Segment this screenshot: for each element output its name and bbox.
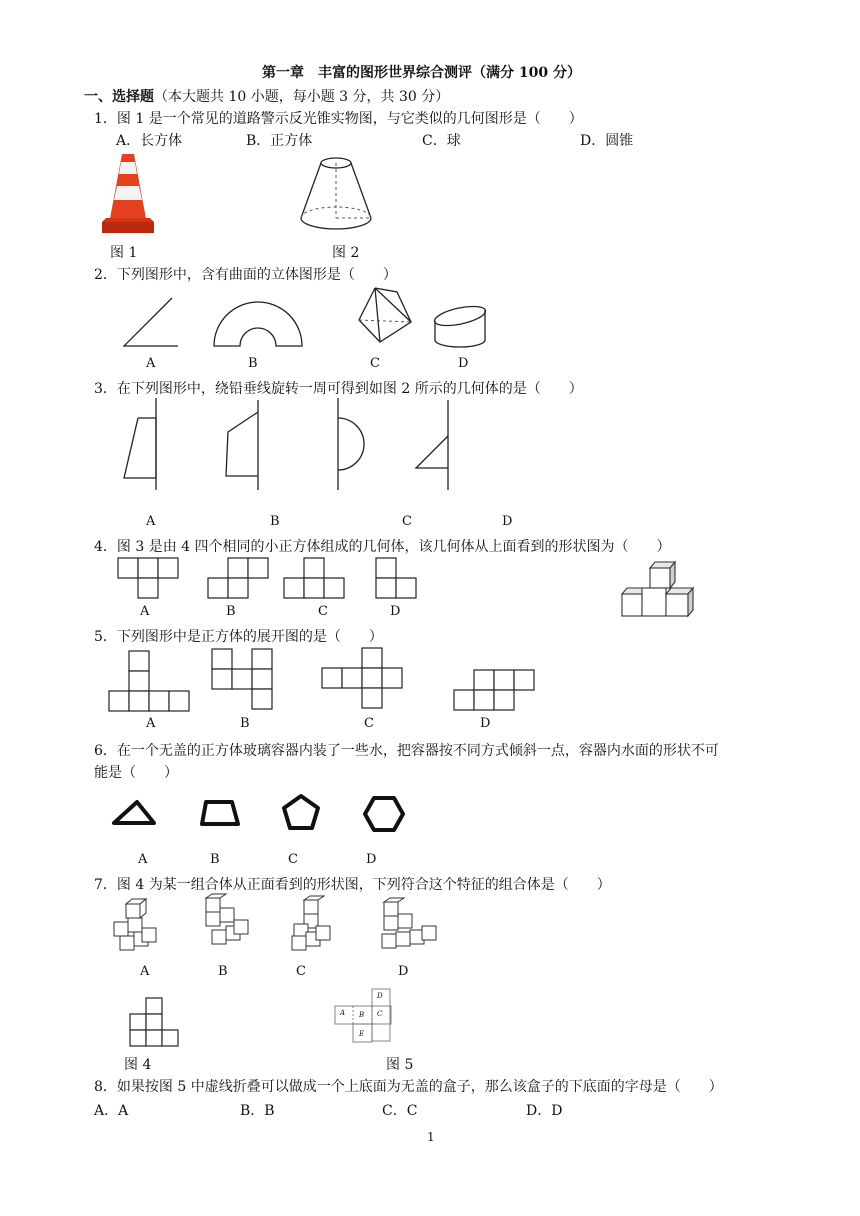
fig5-caption: 图 5 — [386, 1057, 414, 1073]
fig5-letter-e: E — [359, 1030, 365, 1038]
q4-label-b: B — [226, 604, 236, 619]
q6-triangle-shape — [114, 802, 154, 823]
fig5-net — [334, 988, 394, 1050]
q6-pentagon-shape — [284, 796, 318, 828]
section-heading-label: 一、选择题 — [84, 89, 154, 105]
q6-label-d: D — [366, 852, 377, 867]
page-title: 第一章 丰富的图形世界综合测评（满分 100 分） — [262, 65, 581, 81]
section-heading — [84, 86, 449, 106]
fig5-letter-a: A — [340, 1009, 346, 1017]
q4-label-c: C — [318, 604, 328, 619]
q2-label-d: D — [458, 356, 469, 371]
fig1-caption: 图 1 — [110, 245, 138, 261]
q2-figures — [110, 284, 510, 354]
q6-label-c: C — [288, 852, 298, 867]
q7-label-a: A — [140, 964, 150, 979]
fig5-letter-c: C — [377, 1010, 383, 1018]
q2-stem: 2．下列图形中，含有曲面的立体图形是（ ） — [94, 267, 397, 283]
fig4-front-view — [128, 996, 184, 1048]
q3-figures — [110, 398, 470, 498]
q7-option-a-shape — [114, 899, 156, 950]
q4-figures — [110, 556, 710, 626]
section-heading-note: （本大题共 10 小题，每小题 3 分，共 30 分） — [154, 89, 450, 105]
q4-option-c-shape — [284, 558, 344, 598]
q5-option-d-shape — [454, 670, 534, 710]
q3-label-b: B — [270, 514, 280, 529]
q7-stem: 7．图 4 为某一组合体从正面看到的形状图，下列符合这个特征的组合体是（ ） — [94, 877, 611, 893]
q7-label-c: C — [296, 964, 306, 979]
q4-label-a: A — [140, 604, 150, 619]
q5-option-c-shape — [322, 648, 402, 708]
q2-polyhedron-shape — [359, 288, 411, 342]
q5-label-b: B — [240, 716, 250, 731]
q5-label-d: D — [480, 716, 491, 731]
q4-option-d-shape — [376, 558, 416, 598]
q5-option-b-shape — [212, 649, 272, 709]
q8-stem: 8．如果按图 5 中虚线折叠可以做成一个上底面为无盖的盒子，那么该盒子的下底面的字母是（ ） — [94, 1079, 723, 1095]
q5-label-a: A — [146, 716, 156, 731]
q6-label-b: B — [210, 852, 220, 867]
q3-label-d: D — [502, 514, 513, 529]
q2-arch-shape — [214, 302, 302, 346]
q7-option-c-shape — [292, 896, 330, 950]
frustum-figure — [296, 152, 376, 237]
fig4-caption: 图 4 — [124, 1057, 152, 1073]
q2-cylinder-shape — [433, 303, 487, 347]
q6-stem-line1: 6．在一个无盖的正方体玻璃容器内装了一些水，把容器按不同方式倾斜一点，容器内水面的形状不可 — [94, 743, 719, 759]
q5-stem: 5．下列图形中是正方体的展开图的是（ ） — [94, 629, 383, 645]
q7-label-b: B — [218, 964, 228, 979]
q1-option-c: C．球 — [422, 133, 461, 149]
q3-option-c-shape — [338, 398, 364, 490]
q2-label-c: C — [370, 356, 380, 371]
fig5-letter-d: D — [377, 992, 383, 1000]
q7-label-d: D — [398, 964, 409, 979]
q1-option-b: B．正方体 — [246, 133, 313, 149]
q6-stem-line2: 能是（ ） — [94, 765, 178, 781]
fig2-caption: 图 2 — [332, 245, 360, 261]
q1-option-d: D．圆锥 — [580, 133, 634, 149]
q3-label-a: A — [146, 514, 156, 529]
q4-label-d: D — [390, 604, 401, 619]
q4-option-b-shape — [208, 558, 268, 598]
q8-option-d: D．D — [526, 1103, 563, 1119]
q4-stem: 4．图 3 是由 4 四个相同的小正方体组成的几何体，该几何体从上面看到的形状图为（ ） — [94, 539, 671, 555]
q5-label-c: C — [364, 716, 374, 731]
q3-label-c: C — [402, 514, 412, 529]
q7-figures — [108, 896, 448, 956]
q7-option-d-shape — [382, 898, 436, 948]
q5-option-a-shape — [109, 651, 189, 711]
q8-option-c: C．C — [382, 1103, 418, 1119]
q3-stem: 3．在下列图形中，绕铅垂线旋转一周可得到如图 2 所示的几何体的是（ ） — [94, 381, 583, 397]
q6-trapezoid-shape — [202, 802, 238, 824]
q2-angle-shape — [124, 298, 178, 346]
q3-option-a-shape — [124, 398, 156, 490]
q2-label-b: B — [248, 356, 258, 371]
q6-figures — [108, 792, 418, 842]
q3-option-d-shape — [416, 400, 448, 490]
page-number: 1 — [427, 1130, 435, 1144]
q8-option-b: B．B — [240, 1103, 275, 1119]
fig5-letter-b: B — [359, 1011, 365, 1019]
q4-option-a-shape — [118, 558, 178, 598]
q1-stem: 1．图 1 是一个常见的道路警示反光锥实物图，与它类似的几何图形是（ ） — [94, 111, 583, 127]
q5-figures — [108, 648, 548, 714]
q6-hexagon-shape — [365, 798, 403, 830]
fig3-cubes — [622, 562, 693, 616]
traffic-cone-image — [100, 152, 160, 237]
q7-option-b-shape — [206, 894, 248, 944]
q3-option-b-shape — [226, 400, 258, 490]
q8-option-a: A．A — [94, 1103, 129, 1119]
q1-option-a: A．长方体 — [116, 133, 183, 149]
q6-label-a: A — [138, 852, 148, 867]
q2-label-a: A — [146, 356, 156, 371]
